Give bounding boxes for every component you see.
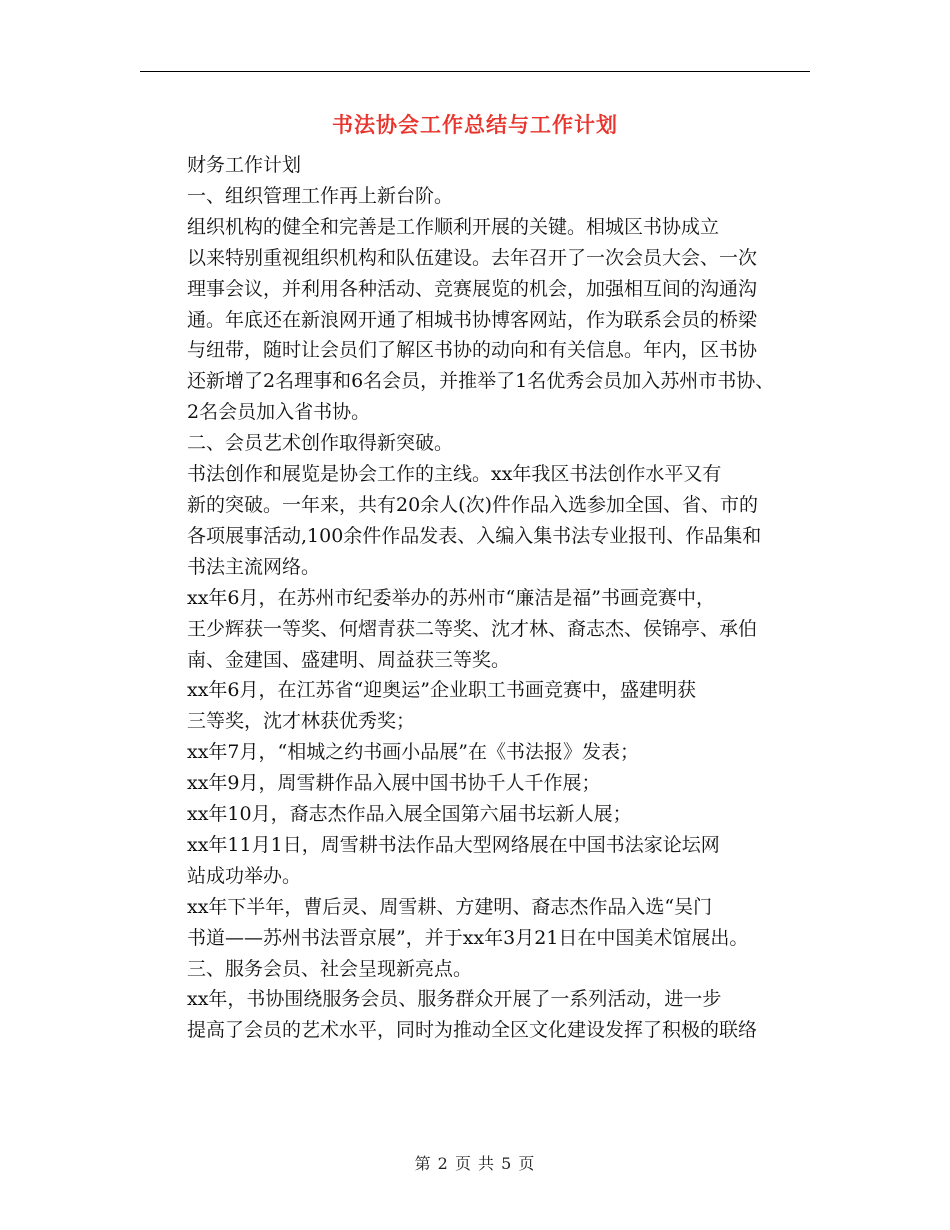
paragraph-line: 站成功举办。	[187, 864, 302, 887]
paragraph-line: 二、会员艺术创作取得新突破。	[187, 432, 454, 455]
paragraph-line: xx年9月，周雪耕作品入展中国书协千人千作展；	[187, 772, 601, 795]
paragraph	[140, 428, 812, 459]
paragraph-line: 一、组织管理工作再上新台阶。	[187, 184, 454, 207]
paragraph-line: 与纽带，随时让会员们了解区书协的动向和有关信息。年内，区书协	[187, 339, 758, 362]
paragraph-line: 新的突破。一年来，共有20余人(次)件作品入选参加全国、省、市的	[187, 493, 759, 516]
paragraph-line: 书法创作和展览是协会工作的主线。xx年我区书法创作水平又有	[187, 463, 722, 486]
paragraph-line: xx年6月，在江苏省“迎奥运”企业职工书画竞赛中，盛建明获	[187, 679, 696, 702]
paragraph-line: 通。年底还在新浪网开通了相城书协博客网站，作为联系会员的桥梁	[187, 308, 758, 331]
paragraph	[140, 984, 812, 1046]
paragraph-line: 2名会员加入省书协。	[187, 401, 371, 424]
page-footer: 第 2 页 共 5 页	[414, 1154, 536, 1173]
paragraph-line: 理事会议，并利用各种活动、竞赛展览的机会，加强相互间的沟通沟	[187, 277, 758, 300]
paragraph-line: 以来特别重视组织机构和队伍建设。去年召开了一次会员大会、一次	[187, 246, 758, 269]
paragraph	[140, 675, 812, 737]
paragraph-line: 书法主流网络。	[187, 555, 321, 578]
paragraph-line: xx年6月，在苏州市纪委举办的苏州市“廉洁是福”书画竞赛中，	[187, 586, 715, 609]
paragraph-line: 各项展事活动,100余件作品发表、入编入集书法专业报刊、作品集和	[187, 524, 762, 547]
paragraph-line: xx年7月，“相城之约书画小品展”在《书法报》发表；	[187, 741, 639, 764]
paragraph	[140, 459, 812, 583]
paragraph-line: 组织机构的健全和完善是工作顺利开展的关键。相城区书协成立	[187, 215, 720, 238]
paragraph	[140, 212, 812, 428]
document-title: 书法协会工作总结与工作计划	[332, 113, 618, 137]
paragraph	[140, 181, 812, 212]
paragraph-line: 书道——苏州书法晋京展”，并于xx年3月21日在中国美术馆展出。	[187, 926, 749, 949]
paragraph	[140, 830, 812, 892]
document-body	[140, 150, 812, 1046]
paragraph	[140, 892, 812, 954]
paragraph	[140, 583, 812, 676]
paragraph-line: 三等奖，沈才林获优秀奖；	[187, 710, 416, 733]
paragraph	[140, 954, 812, 985]
paragraph-line: xx年11月1日，周雪耕书法作品大型网络展在中国书法家论坛网	[187, 833, 720, 856]
paragraph-line: xx年，书协围绕服务会员、服务群众开展了一系列活动，进一步	[187, 988, 722, 1011]
paragraph	[140, 799, 812, 830]
paragraph	[140, 768, 812, 799]
paragraph-line: 南、金建国、盛建明、周益获三等奖。	[187, 648, 511, 671]
header-rule	[140, 71, 810, 72]
paragraph	[140, 737, 812, 768]
paragraph	[140, 150, 812, 181]
paragraph-line: xx年下半年，曹后灵、周雪耕、方建明、裔志杰作品入选“吴门	[187, 895, 713, 918]
paragraph-line: 三、服务会员、社会呈现新亮点。	[187, 957, 473, 980]
paragraph-line: 还新增了2名理事和6名会员，并推举了1名优秀会员加入苏州市书协、	[187, 370, 775, 393]
paragraph-line: 提高了会员的艺术水平，同时为推动全区文化建设发挥了积极的联络	[187, 1019, 758, 1042]
paragraph-line: 王少辉获一等奖、何熠青获二等奖、沈才林、裔志杰、侯锦亭、承伯	[187, 617, 758, 640]
paragraph-line: xx年10月，裔志杰作品入展全国第六届书坛新人展；	[187, 803, 632, 826]
paragraph-line: 财务工作计划	[187, 154, 302, 176]
